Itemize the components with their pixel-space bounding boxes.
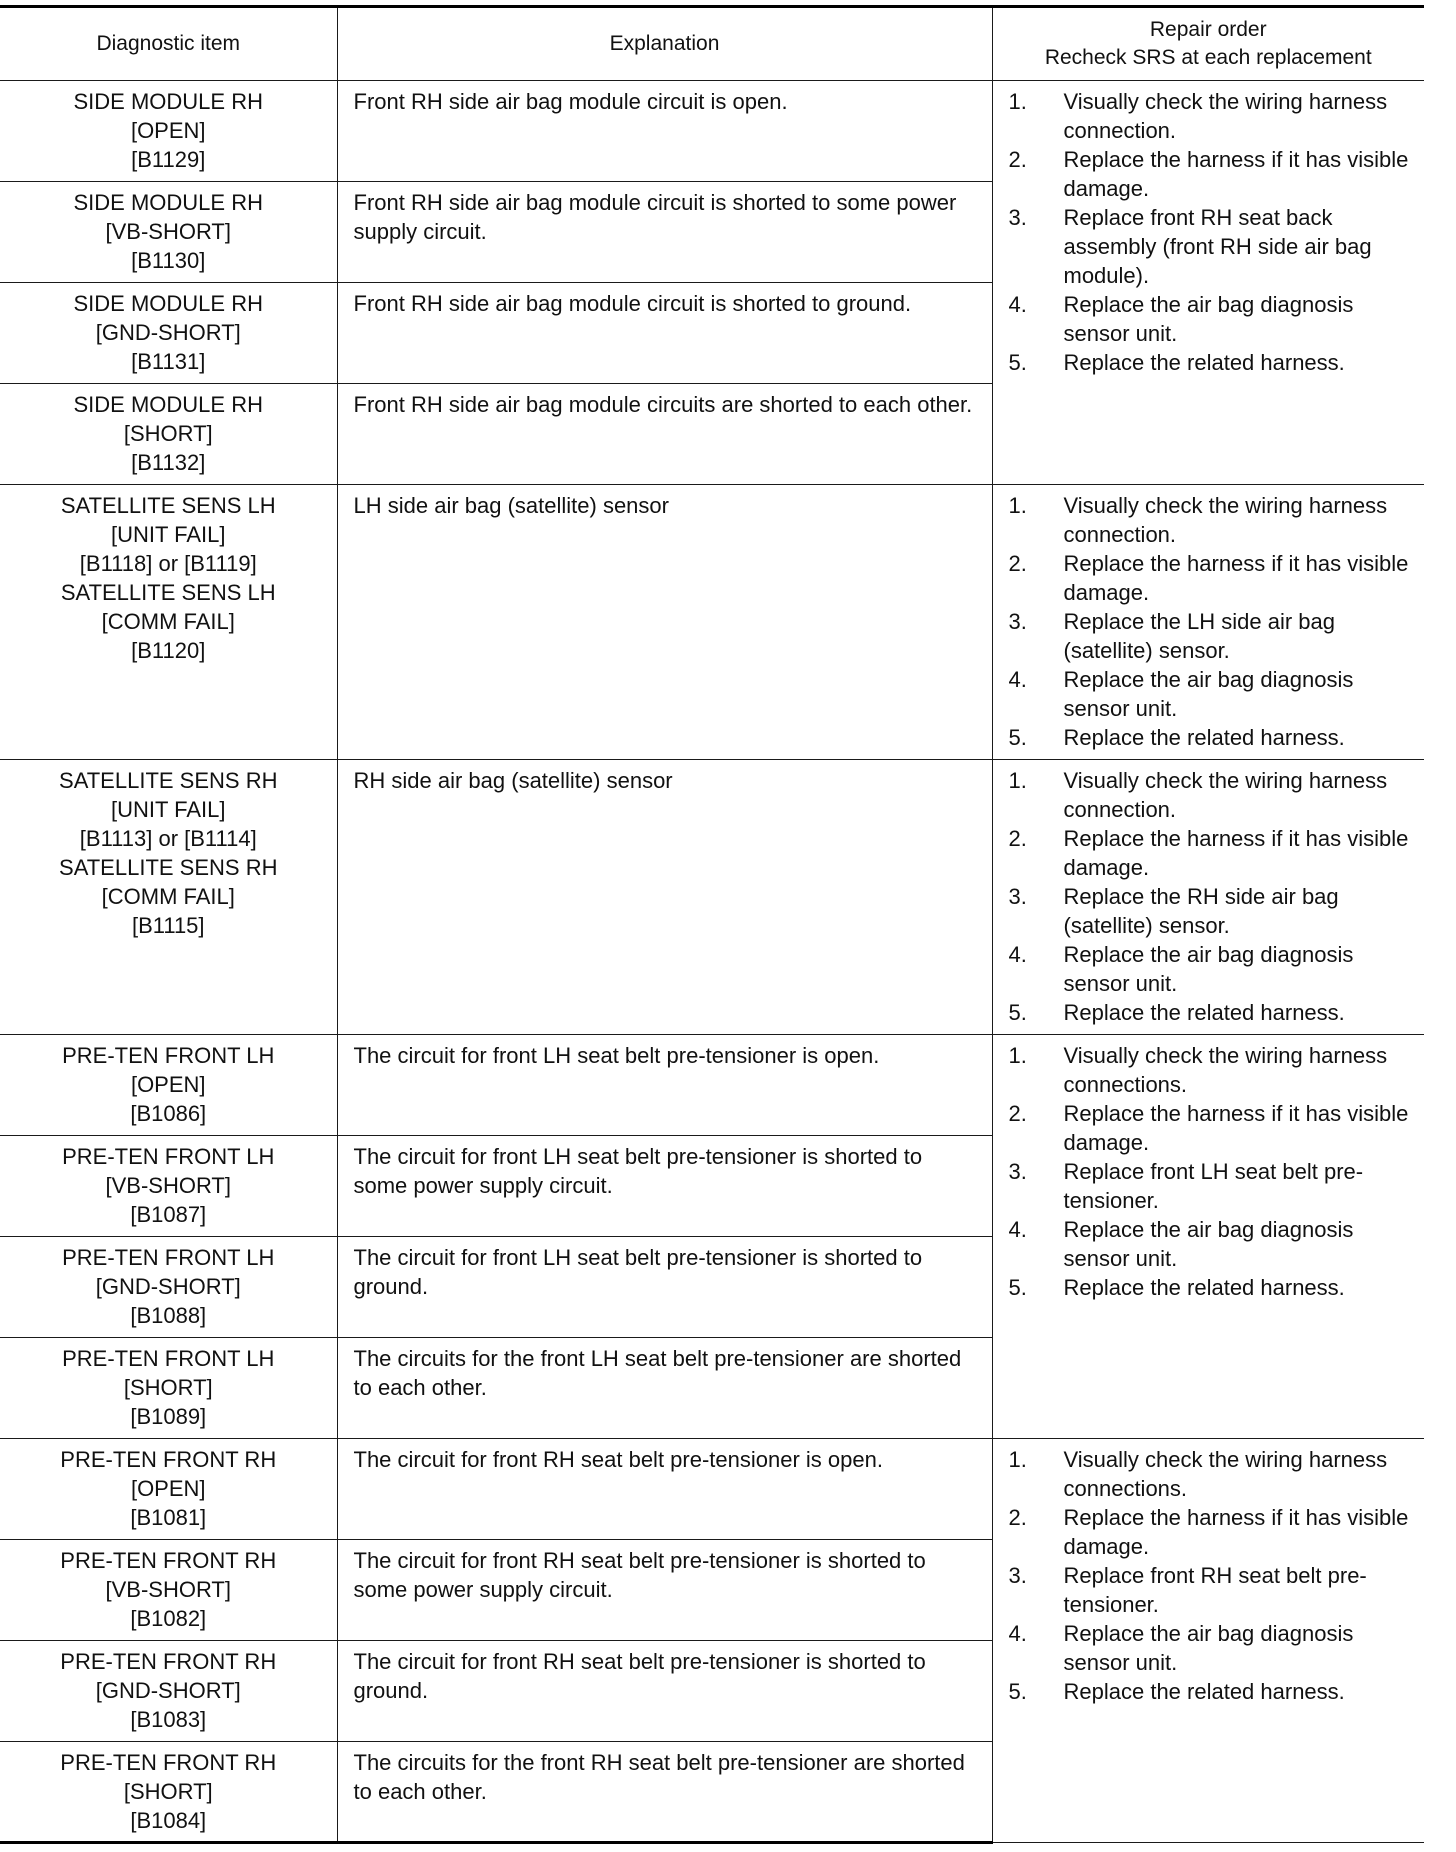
diagnostic-item-cell [0,760,337,1035]
repair-step-number: 1. [1008,89,1027,114]
explanation-cell: The circuits for the front LH seat belt pre-tensioner are shorted to each other. [337,1338,992,1439]
repair-step-number: 4. [1008,942,1027,967]
repair-step-text: Replace front LH seat belt pre-tensioner. [1063,1159,1364,1213]
diagnostic-item-cell [0,1136,337,1237]
repair-order-cell [992,760,1424,1035]
repair-step-number: 1. [1008,768,1027,793]
diagnostic-item-line: [VB-SHORT] [105,1577,231,1602]
diagnostic-item-line: [SHORT] [123,1779,213,1804]
repair-step-number: 3. [1008,1159,1027,1184]
table-row [0,81,1424,182]
repair-step [1009,665,1417,723]
repair-step [1009,998,1417,1027]
repair-step-text: Replace the harness if it has visible damage. [1063,551,1409,605]
diagnostic-item-line: PRE-TEN FRONT LH [62,1043,275,1068]
diagnostic-item-cell [0,283,337,384]
repair-step [1009,1041,1417,1099]
repair-order-cell [992,485,1424,760]
explanation-cell: Front RH side air bag module circuit is open. [337,81,992,182]
repair-steps-list [1009,1445,1417,1706]
table-row [0,1035,1424,1136]
repair-step [1009,87,1417,145]
diagnostic-item-line: [B1118] or [B1119] [79,551,257,576]
repair-step [1009,824,1417,882]
diagnostic-item-line: [B1130] [131,248,206,273]
repair-step [1009,1215,1417,1273]
diagnostic-item-line: [OPEN] [130,1072,206,1097]
table-row [0,485,1424,760]
repair-step-number: 4. [1008,667,1027,692]
diagnostic-item-line: [B1131] [131,349,206,374]
repair-step-number: 4. [1008,1621,1027,1646]
diagnostic-item-cell [0,1742,337,1843]
explanation-cell: Front RH side air bag module circuits are shorted to each other. [337,384,992,485]
explanation-cell: The circuits for the front RH seat belt pre-tensioner are shorted to each other. [337,1742,992,1843]
diagnostic-item-cell [0,1439,337,1540]
repair-step-number: 1. [1008,493,1027,518]
repair-step-number: 5. [1008,1679,1027,1704]
header-diagnostic-item: Diagnostic item [0,7,337,81]
repair-step-text: Visually check the wiring harness connection. [1063,89,1388,143]
diagnostic-item-line: SIDE MODULE RH [73,190,263,215]
diagnostic-item-line: PRE-TEN FRONT LH [62,1245,275,1270]
diagnostic-item-line: [VB-SHORT] [105,219,231,244]
diagnostic-item-line: [B1132] [131,450,206,475]
repair-step-text: Replace front RH seat belt pre-tensioner. [1063,1563,1367,1617]
repair-steps-list [1009,1041,1417,1302]
diagnostic-item-line: SIDE MODULE RH [73,89,263,114]
diagnostic-item-line: PRE-TEN FRONT LH [62,1144,275,1169]
diagnostic-item-line: [B1084] [130,1808,207,1833]
repair-step-text: Replace the air bag diagnosis sensor unit. [1063,1217,1354,1271]
diagnostic-item-line: [B1082] [130,1606,207,1631]
header-explanation: Explanation [337,7,992,81]
diagnostic-item-line: [SHORT] [123,421,213,446]
table-header [0,7,1424,81]
header-repair-order [992,7,1424,81]
repair-step-number: 5. [1008,1275,1027,1300]
repair-step [1009,1619,1417,1677]
diagnostic-item-line: [B1129] [131,147,206,172]
diagnostic-item-line: [B1087] [130,1202,207,1227]
diagnostic-item-line: PRE-TEN FRONT RH [60,1649,277,1674]
diagnostic-item-line: PRE-TEN FRONT RH [60,1548,277,1573]
repair-step-text: Replace the harness if it has visible damage. [1063,147,1409,201]
table-body [0,81,1424,1843]
repair-order-cell [992,1035,1424,1439]
diagnostic-item-line: [COMM FAIL] [101,609,235,634]
repair-step-number: 2. [1008,826,1027,851]
diagnostic-item-cell [0,1540,337,1641]
repair-step-number: 3. [1008,609,1027,634]
explanation-cell: Front RH side air bag module circuit is shorted to ground. [337,283,992,384]
repair-step [1009,940,1417,998]
repair-step [1009,1157,1417,1215]
repair-step [1009,607,1417,665]
diagnostic-item-cell [0,1035,337,1136]
repair-step [1009,1273,1417,1302]
table-row [0,760,1424,1035]
repair-step [1009,491,1417,549]
diagnostic-item-cell [0,384,337,485]
repair-step-text: Replace the related harness. [1063,1000,1345,1025]
diagnostic-item-line: [VB-SHORT] [105,1173,231,1198]
explanation-cell: The circuit for front LH seat belt pre-tensioner is shorted to ground. [337,1237,992,1338]
explanation-cell: The circuit for front LH seat belt pre-tensioner is open. [337,1035,992,1136]
diagnostic-item-line: SIDE MODULE RH [73,291,263,316]
diagnostic-item-line: [SHORT] [123,1375,213,1400]
repair-step-number: 2. [1008,1505,1027,1530]
diagnostic-item-line: [UNIT FAIL] [110,522,226,547]
diagnostic-item-line: PRE-TEN FRONT LH [62,1346,275,1371]
diagnostic-item-cell [0,1338,337,1439]
table-row [0,1439,1424,1540]
diagnostic-item-line: [B1089] [130,1404,207,1429]
diagnostic-item-line: SATELLITE SENS RH [59,768,278,793]
repair-step [1009,348,1417,377]
diagnostic-item-line: SATELLITE SENS LH [60,580,276,605]
repair-step-text: Replace the air bag diagnosis sensor unit. [1063,292,1354,346]
repair-step [1009,1677,1417,1706]
repair-step-text: Replace the air bag diagnosis sensor unit. [1063,942,1354,996]
repair-step-number: 1. [1008,1447,1027,1472]
header-row [0,7,1424,81]
repair-step-number: 5. [1008,350,1027,375]
repair-step [1009,723,1417,752]
diagnostic-item-line: SATELLITE SENS RH [59,855,278,880]
header-repair-title: Repair order [1149,18,1267,41]
diagnostic-item-line: [COMM FAIL] [101,884,235,909]
repair-step-number: 3. [1008,205,1027,230]
repair-step-text: Replace front RH seat back assembly (front RH side air bag module). [1063,205,1372,288]
explanation-cell: LH side air bag (satellite) sensor [337,485,992,760]
repair-step [1009,882,1417,940]
repair-step-text: Replace the air bag diagnosis sensor unit. [1063,667,1354,721]
repair-step-text: Visually check the wiring harness connections. [1063,1043,1388,1097]
diagnostic-item-line: [B1083] [130,1707,207,1732]
repair-step-text: Visually check the wiring harness connection. [1063,493,1388,547]
repair-step-number: 5. [1008,725,1027,750]
repair-step-text: Replace the related harness. [1063,1679,1345,1704]
diagnostic-item-line: SIDE MODULE RH [73,392,263,417]
diagnostic-item-line: [OPEN] [130,1476,206,1501]
diagnostic-item-line: [B1086] [130,1101,207,1126]
diagnostic-item-cell [0,1641,337,1742]
repair-step-text: Replace the air bag diagnosis sensor unit. [1063,1621,1354,1675]
diagnostic-item-cell [0,81,337,182]
repair-steps-list [1009,87,1417,377]
diagnostic-item-line: [B1113] or [B1114] [79,826,257,851]
diagnostic-item-line: [OPEN] [130,118,206,143]
repair-step [1009,549,1417,607]
diagnostic-item-line: [GND-SHORT] [95,320,241,345]
repair-step-text: Replace the harness if it has visible damage. [1063,826,1409,880]
repair-step-number: 5. [1008,1000,1027,1025]
repair-step [1009,145,1417,203]
repair-order-cell [992,1439,1424,1843]
diagnostic-item-line: PRE-TEN FRONT RH [60,1750,277,1775]
diagnostic-item-line: [B1120] [131,638,206,663]
diagnostic-item-line: [B1081] [130,1505,207,1530]
explanation-cell: The circuit for front RH seat belt pre-tensioner is shorted to some power supply circuit. [337,1540,992,1641]
repair-order-cell [992,81,1424,485]
repair-step-text: Replace the harness if it has visible damage. [1063,1505,1409,1559]
repair-step-number: 2. [1008,551,1027,576]
repair-step-text: Replace the harness if it has visible damage. [1063,1101,1409,1155]
repair-step-number: 4. [1008,1217,1027,1242]
repair-step-text: Replace the RH side air bag (satellite) sensor. [1063,884,1339,938]
explanation-cell: The circuit for front RH seat belt pre-tensioner is open. [337,1439,992,1540]
explanation-cell: RH side air bag (satellite) sensor [337,760,992,1035]
repair-step [1009,1445,1417,1503]
diagnostic-item-line: [UNIT FAIL] [110,797,226,822]
explanation-cell: The circuit for front RH seat belt pre-tensioner is shorted to ground. [337,1641,992,1742]
repair-step [1009,1503,1417,1561]
explanation-cell: The circuit for front LH seat belt pre-tensioner is shorted to some power supply circuit. [337,1136,992,1237]
diagnostic-item-cell [0,485,337,760]
repair-step-text: Replace the related harness. [1063,1275,1345,1300]
repair-step-number: 1. [1008,1043,1027,1068]
diagnostic-table [0,5,1424,1844]
diagnostic-item-line: [B1088] [130,1303,207,1328]
repair-step-text: Replace the LH side air bag (satellite) sensor. [1063,609,1335,663]
explanation-cell: Front RH side air bag module circuit is shorted to some power supply circuit. [337,182,992,283]
repair-step [1009,290,1417,348]
repair-steps-list [1009,766,1417,1027]
diagnostic-item-line: [GND-SHORT] [95,1678,241,1703]
repair-step-text: Visually check the wiring harness connection. [1063,768,1388,822]
diagnostic-item-line: PRE-TEN FRONT RH [60,1447,277,1472]
repair-step [1009,766,1417,824]
diagnostic-item-cell [0,182,337,283]
header-repair-subtitle: Recheck SRS at each replacement [1044,46,1372,69]
repair-step-number: 2. [1008,1101,1027,1126]
repair-step-number: 3. [1008,1563,1027,1588]
repair-step [1009,1561,1417,1619]
repair-step [1009,1099,1417,1157]
repair-steps-list [1009,491,1417,752]
repair-step-number: 2. [1008,147,1027,172]
diagnostic-item-line: [B1115] [131,913,205,938]
diagnostic-item-cell [0,1237,337,1338]
repair-step-text: Replace the related harness. [1063,350,1345,375]
repair-step-number: 3. [1008,884,1027,909]
diagnostic-item-line: [GND-SHORT] [95,1274,241,1299]
repair-step [1009,203,1417,290]
diagnostic-item-line: SATELLITE SENS LH [60,493,276,518]
repair-step-text: Visually check the wiring harness connections. [1063,1447,1388,1501]
repair-step-text: Replace the related harness. [1063,725,1345,750]
repair-step-number: 4. [1008,292,1027,317]
